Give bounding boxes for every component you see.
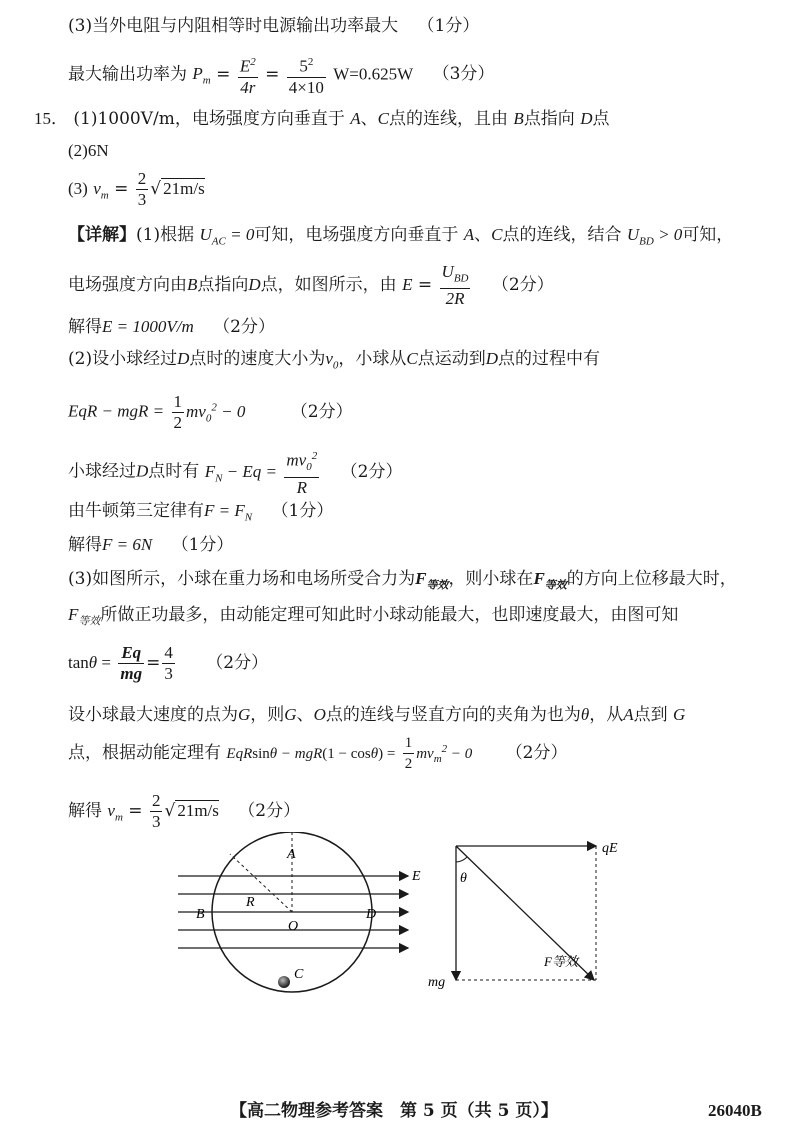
label-o: O bbox=[288, 919, 299, 934]
detail-p5 bbox=[68, 386, 353, 439]
symbol-d-2: D bbox=[248, 275, 261, 295]
angle-arc bbox=[456, 857, 467, 862]
label-d: D bbox=[366, 907, 377, 922]
text-p2-c: 点，如图所示，由 bbox=[260, 275, 397, 296]
formula-energy: EqR bbox=[226, 746, 253, 762]
detail-p6 bbox=[68, 446, 402, 499]
text-p8-a: 解得 bbox=[68, 535, 102, 555]
symbol-b: B bbox=[513, 109, 524, 128]
text-p4: (2)设小球经过 bbox=[68, 349, 178, 369]
text-p4-d: 点运动到 bbox=[417, 349, 486, 369]
detail-p3 bbox=[68, 316, 275, 338]
q15-ans1: 15． (1)1000V/m，电场强度方向垂直于 A、C点的连线，且由 B点指向 D点 bbox=[34, 109, 610, 129]
symbol-a-3: A bbox=[623, 705, 634, 724]
detail-p11: tanθ = $\frac{Eq}{mg}$ = $\frac{4}{3}$ （2分） bbox=[68, 643, 269, 683]
text-p7: 由牛顿第三定律有 bbox=[68, 501, 204, 521]
text-p4-e: 点的过程中有 bbox=[498, 349, 601, 369]
symbol-theta: θ bbox=[580, 705, 590, 724]
score-p3: （1分） bbox=[417, 16, 480, 36]
score-p6: （2分） bbox=[340, 461, 403, 482]
label-theta: θ bbox=[460, 871, 467, 886]
text-p14-a: 解得 bbox=[68, 801, 102, 821]
footer-code-text: 26040B bbox=[708, 1101, 762, 1120]
symbol-f-equiv-2: $F_{等效}$ bbox=[533, 569, 567, 592]
text-p12-e: 点到 bbox=[633, 705, 668, 725]
fraction-52-4x10: $\frac{5^2}{4\times 10}$ bbox=[287, 52, 326, 98]
symbol-a: A bbox=[350, 109, 361, 128]
symbol-c-2: C bbox=[491, 225, 503, 244]
text-p1-d: 可知， bbox=[682, 225, 734, 245]
score-p8: （1分） bbox=[171, 535, 234, 555]
text-q15-ans3-prefix: (3) bbox=[68, 179, 88, 198]
detail-p1: 【详解】(1)根据 $U_{AC} = 0$可知，电场强度方向垂直于 A、C点的连线，结合 $U_{BD} > 0$可知， bbox=[68, 225, 734, 248]
text-q15-ans1-c: 点指向 bbox=[523, 109, 575, 129]
score-p2: （2分） bbox=[491, 275, 554, 296]
text-p4-b: 点时的速度大小为 bbox=[189, 349, 326, 369]
formula-uac-0: $U_{AC} = 0$ bbox=[199, 225, 255, 248]
text-q15-ans1-b: 点的连线，且由 bbox=[389, 109, 509, 129]
symbol-d-5: D bbox=[136, 461, 149, 481]
symbol-a-2: A bbox=[463, 225, 475, 244]
fraction-2-3-b: $\frac{2}{3}$ bbox=[151, 791, 161, 831]
symbol-b-2: B bbox=[187, 275, 198, 295]
text-p9-a: (3)如图所示，小球在重力场和电场所受合力为 bbox=[68, 569, 416, 589]
symbol-g: G bbox=[238, 705, 251, 724]
text-p12-a: 设小球最大速度的点为 bbox=[68, 705, 238, 725]
q15-ans2 bbox=[68, 140, 109, 162]
formula-mvm2: $mv_m^2 - 0$ bbox=[416, 743, 473, 765]
text-pmax-prefix: 最大输出功率为 bbox=[68, 64, 187, 85]
text-q15-ans1-d: 点 bbox=[592, 109, 610, 129]
score-p13: （2分） bbox=[505, 743, 568, 763]
fraction-mv02-r: $\frac{mv_0^2}{R}$ bbox=[284, 446, 319, 498]
text-p12-c: 点的连线与竖直方向的夹角为也为 bbox=[325, 705, 581, 725]
text-p3-a: 解得 bbox=[68, 317, 102, 337]
formula-tan: tanθ = bbox=[68, 653, 111, 672]
symbol-g-2: G bbox=[284, 705, 297, 724]
score-pmax: （3分） bbox=[432, 64, 495, 85]
fraction-e2-4r: $\frac{E^2}{4r}$ bbox=[238, 52, 258, 98]
symbol-o: O bbox=[313, 705, 326, 724]
symbol-e: E bbox=[402, 275, 413, 295]
ball-c bbox=[278, 976, 290, 988]
text-p1-b: 可知，电场强度方向垂直于 bbox=[254, 225, 459, 245]
text-p13-a: 点，根据动能定理有 bbox=[68, 743, 221, 763]
label-r: R bbox=[246, 895, 255, 910]
score-p14: （2分） bbox=[238, 801, 301, 821]
text-q15-ans3-unit: 21m/s bbox=[163, 179, 205, 198]
detail-p14: 解得 $v_m$ = $\frac{2}{3}$ √ 21m/s （2分） bbox=[68, 791, 301, 831]
label-f-equiv: F等效 bbox=[544, 954, 578, 969]
label-b: B bbox=[196, 907, 205, 922]
text-p1-a: (1)根据 bbox=[136, 225, 195, 245]
text-p2-a: 电场强度方向由 bbox=[68, 275, 187, 296]
fraction-eq-mg: $\frac{Eq}{mg}$ bbox=[120, 643, 143, 683]
text-p3: (3)当外电阻与内阻相等时电源输出功率最大 bbox=[68, 16, 399, 36]
detail-p9 bbox=[68, 568, 737, 596]
detail-p8 bbox=[68, 534, 233, 556]
detail-p10 bbox=[68, 604, 678, 632]
text-p2-b: 点指向 bbox=[197, 275, 249, 296]
detail-p2: 电场强度方向由B点指向D点，如图所示，由 E = $\frac{U_{BD}}{2R}$ （2分） bbox=[68, 262, 554, 309]
text-p14-unit: 21m/s bbox=[177, 801, 219, 820]
label-mg: mg bbox=[428, 975, 446, 990]
symbol-f-equiv-3: $F_{等效}$ bbox=[68, 605, 101, 628]
text-p10: 所做正功最多，由动能定理可知此时小球动能最大，也即速度最大，由图可知 bbox=[100, 605, 679, 625]
symbol-g-3: G bbox=[673, 705, 686, 724]
symbol-d-3: D bbox=[177, 349, 190, 368]
detail-label: 【详解】 bbox=[68, 225, 136, 245]
text-p1-c: 点的连线，结合 bbox=[502, 225, 622, 245]
formula-ubd-gt0: $U_{BD} > 0$ bbox=[626, 225, 683, 248]
radius-dashed-diagonal bbox=[230, 854, 292, 912]
symbol-vm-2: $v_m$ bbox=[107, 801, 123, 824]
formula-mv02: $mv_0^2 - 0$ bbox=[186, 401, 246, 425]
score-p3-detail: （2分） bbox=[213, 317, 275, 337]
label-a: A bbox=[287, 847, 296, 862]
text-p9-b: ，则小球在 bbox=[448, 569, 534, 589]
detail-p13: 点，根据动能定理有 EqRsinθ − mgR(1 − cosθ) = $\frac{1}{2}$ $mv_m^2 - 0$ （2分） bbox=[68, 735, 568, 772]
formula-fn-eq: $F_N - Eq$ = bbox=[204, 461, 277, 484]
detail-p12: 设小球最大速度的点为G，则G、O点的连线与竖直方向的夹角为也为θ，从A点到 G bbox=[68, 705, 686, 725]
symbol-d: D bbox=[580, 109, 593, 128]
answer-line-p3 bbox=[68, 15, 479, 37]
score-p5: （2分） bbox=[290, 401, 353, 422]
fraction-4-3: $\frac{4}{3}$ bbox=[164, 643, 173, 683]
question-number: 15． bbox=[34, 109, 68, 128]
label-qe: qE bbox=[602, 841, 618, 856]
symbol-f-equiv: $F_{等效}$ bbox=[415, 569, 449, 592]
text-p9-c: 的方向上位移最大时， bbox=[566, 569, 737, 589]
symbol-pm: $P_m$ bbox=[192, 64, 211, 87]
label-c: C bbox=[294, 967, 304, 982]
score-p11: （2分） bbox=[206, 653, 269, 673]
symbol-v0: $v_0$ bbox=[325, 349, 339, 372]
formula-f-6n: F = 6N bbox=[102, 535, 153, 554]
formula-f-fn: $F = F_N$ bbox=[204, 501, 253, 524]
q15-ans3: (3) $v_m$ = $\frac{2}{3}$ √ 21m/s bbox=[68, 169, 205, 209]
text-p12-b: ，则 bbox=[250, 705, 285, 725]
detail-p4 bbox=[68, 348, 600, 376]
symbol-vm: $v_m$ bbox=[93, 179, 109, 202]
text-q15-ans1: (1)1000V/m，电场强度方向垂直于 bbox=[73, 109, 345, 129]
answer-line-pmax: 最大输出功率为 $P_m$ = $\frac{E^2}{4r}$ = $\frac{5^2}{4\times 10}$ W=0.625W （3分） bbox=[68, 52, 494, 102]
figure-circle-field bbox=[170, 832, 430, 1002]
footer-center: 【高二物理参考答案 第 5 页（共 5 页）】 bbox=[230, 1101, 558, 1121]
text-q15-ans2: (2)6N bbox=[68, 141, 109, 160]
label-e: E bbox=[412, 869, 421, 884]
figure-force-diagram bbox=[420, 832, 640, 997]
text-pmax-result: W=0.625W bbox=[333, 64, 414, 84]
footer-title bbox=[230, 1100, 558, 1122]
detail-p7 bbox=[68, 500, 333, 528]
symbol-c: C bbox=[377, 109, 390, 128]
text-p6-a: 小球经过 bbox=[68, 461, 136, 482]
footer-code bbox=[708, 1100, 762, 1122]
formula-eqr-mgr: EqR − mgR = bbox=[68, 401, 165, 421]
symbol-d-4: D bbox=[485, 349, 499, 368]
text-p6-b: 点时有 bbox=[148, 461, 200, 482]
score-p7: （1分） bbox=[271, 501, 334, 521]
text-p4-c: ，小球从 bbox=[338, 349, 407, 369]
fraction-1-2-b: $\frac{1}{2}$ bbox=[404, 735, 413, 772]
symbol-c-3: C bbox=[406, 349, 418, 368]
fraction-ubd-2r: $\frac{U_{BD}}{2R}$ bbox=[441, 262, 469, 309]
fraction-2-3: $\frac{2}{3}$ bbox=[137, 169, 147, 209]
formula-e-1000: E = 1000V/m bbox=[102, 317, 194, 336]
fraction-1-2: $\frac{1}{2}$ bbox=[173, 391, 183, 432]
text-p12-d: ，从 bbox=[589, 705, 624, 725]
